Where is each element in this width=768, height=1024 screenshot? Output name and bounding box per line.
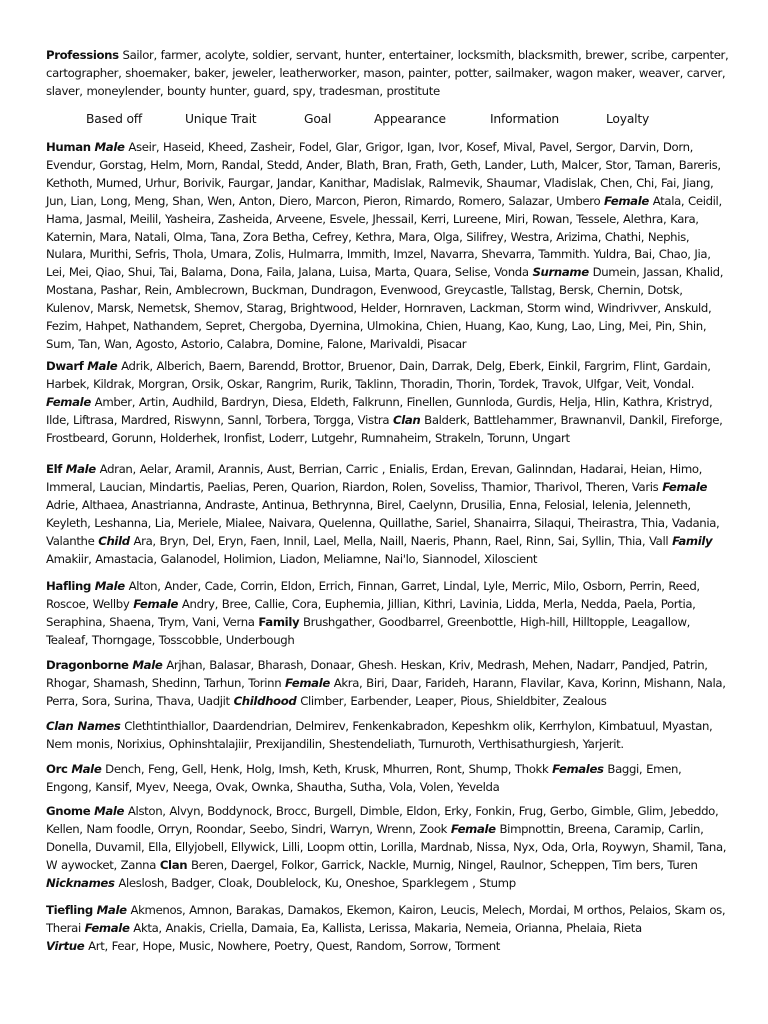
race-name: Human [46, 140, 91, 154]
gnome-section [46, 803, 730, 893]
male-names: Akmenos, Amnon, Barakas, Damakos, Ekemon, Kairon, Leucis, Melech, Mordai, M orthos, Pelaios, Skam os, Therai [46, 903, 726, 935]
female-names: Akta, Anakis, Criella, Damaia, Ea, Kallista, Lerissa, Makaria, Nemeia, Orianna, Phelaia, Rieta [129, 920, 642, 935]
orc-section [46, 761, 730, 797]
male-label: Male [65, 462, 96, 476]
header-goal: Goal [304, 112, 332, 126]
human-section [46, 139, 730, 354]
header-unique-trait: Unique Trait [185, 112, 257, 126]
female-label: Females [552, 762, 604, 776]
female-names: Andry, Bree, Callie, Cora, Euphemia, Jillian, Kithri, Lavinia, Lidda, Merla, Nedda, Paela, Portia, Seraphina, Shaena, Trym, Vani, Verna [46, 596, 696, 629]
female-label: Female [133, 596, 179, 611]
female-names: Bimpnottin, Breena, Caramip, Carlin, Donella, Duvamil, Ella, Ellyjobell, Ellywick, Lilli, Loopm ottin, Lorilla, Mardnab, Nissa, Nyx, Oda, Orla, Roywyn, Shamil, Tana, W aywocket, Zanna [46, 821, 727, 872]
dragonborn-clan-section [46, 718, 730, 754]
professions-label: Professions [46, 48, 119, 62]
header-information: Information [490, 112, 559, 126]
childhood-label: Childhood [233, 693, 297, 708]
male-names: Alton, Ander, Cade, Corrin, Eldon, Errich, Finnan, Garret, Lindal, Lyle, Merric, Milo, Osborn, Perrin, Reed, Roscoe, Wellby [46, 579, 700, 611]
male-names: Adran, Aelar, Aramil, Arannis, Aust, Berrian, Carric , Enialis, Erdan, Erevan, Galinndan, Hadarai, Heian, Himo, Immeral, Laucian, Mindartis, Paelias, Peren, Quarion, Riardon, Rolen, Soveliss, Thamior, Tharivol, Theren, Varis [46, 462, 703, 494]
female-names: Baggi, Emen, Engong, Kansif, Myev, Neega, Ovak, Ownka, Shautha, Sutha, Vola, Volen, Yevelda [46, 762, 682, 794]
elf-section [46, 461, 730, 568]
surnames: Dumein, Jassan, Khalid, Mostana, Pashar, Rein, Amblecrown, Buckman, Dundragon, Evenwood, Greycastle, Tallstag, Bersk, Chernin, Dotsk, Kulenov, Marsk, Nemetsk, Shemov, Starag, Brightwood, Helder, Hornraven, Lackman, Storm wind, Windrivver, Anskuld, Fezim, Hahpet, Nathandem, Sepret, Chergoba, Dyernina, Ulmokina, Chien, Huang, Kao, Kung, Lao, Ling, Mei, Pin, Shin, Sum, Tan, Wan, Agosto, Astorio, Calabra, Domine, Falone, Marivaldi, Pisacar [46, 265, 724, 351]
header-based-off: Based off [86, 112, 143, 126]
clan-label: Clan [159, 857, 188, 872]
clan-names-label: Clan Names [46, 719, 121, 733]
male-label: Male [94, 140, 125, 154]
race-name: Elf [46, 462, 63, 476]
surname-label: Surname [532, 265, 589, 280]
header-loyalty: Loyalty [606, 112, 650, 126]
female-label: Female [662, 479, 708, 494]
male-label: Male [71, 762, 102, 776]
professions-list: Sailor, farmer, acolyte, soldier, servant, hunter, entertainer, locksmith, blacksmith, brewer, scribe, carpenter, cartographer, shoemaker, baker, jeweler, leatherworker, mason, painter, potter, sailmaker, wagon maker, weaver, carver, slaver, moneylender, bounty hunter, guard, spy, tradesman, prostitute [46, 48, 729, 98]
male-label: Male [96, 903, 127, 917]
family-names: Brushgather, Goodbarrel, Greenbottle, High-hill, Hilltopple, Leagallow, Tealeaf, Thorngage, Tosscobble, Underbough [46, 614, 691, 647]
female-label: Female [450, 821, 496, 836]
dwarf-section [46, 358, 730, 448]
race-name: Hafling [46, 579, 92, 593]
clan-names: Clethtinthiallor, Daardendrian, Delmirev, Fenkenkabradon, Kepeshkm olik, Kerrhylon, Kimbatuul, Myastan, Nem monis, Norixius, Ophinshtalajiir, Prexijandilin, Shestendeliath, Turnuroth, Verthisathurgiesh, Yarjerit. [46, 719, 713, 751]
male-names: Aseir, Haseid, Kheed, Zasheir, Fodel, Glar, Grigor, Igan, Ivor, Kosef, Mival, Pavel, Sergor, Darvin, Dorn, Evendur, Gorstag, Helm, Morn, Randal, Stedd, Ander, Blath, Bran, Frath, Geth, Lander, Luth, Malcer, Stor, Taman, Bareris, Kethoth, Mumed, Urhur, Borivik, Faurgar, Jandar, Kanithar, Madislak, Ralmevik, Shaumar, Vladislak, Chen, Chi, Fai, Jiang, Jun, Lian, Long, Meng, Shan, Wen, Anton, Diero, Marcon, Pieron, Rimardo, Romero, Salazar, Umbero [46, 140, 721, 208]
clan-names: Beren, Daergel, Folkor, Garrick, Nackle, Murnig, Ningel, Raulnor, Scheppen, Tim bers, Turen [187, 857, 698, 872]
female-names: Adrie, Althaea, Anastrianna, Andraste, Antinua, Bethrynna, Birel, Caelynn, Drusilia, Enna, Felosial, Ielenia, Jelenneth, Keyleth, Leshanna, Lia, Meriele, Mialee, Naivara, Quelenna, Quillathe, Sariel, Shanairra, Silaqui, Theirastra, Thia, Vadania, Valanthe [46, 497, 720, 548]
race-name: Gnome [46, 804, 91, 818]
family-names: Amakiir, Amastacia, Galanodel, Holimion, Liadon, Meliamne, Nai'lo, Siannodel, Xiloscient [46, 551, 538, 566]
male-label: Male [87, 359, 118, 373]
female-names: Akra, Biri, Daar, Farideh, Harann, Flavilar, Kava, Korinn, Mishann, Nala, Perra, Sora, Surina, Thava, Uadjit [46, 675, 726, 708]
female-label: Female [285, 675, 330, 690]
race-name: Dragonborne [46, 658, 129, 672]
female-label: Female [604, 193, 649, 208]
halfling-section [46, 578, 730, 650]
male-label: Male [94, 804, 125, 818]
female-names: Amber, Artin, Audhild, Bardryn, Diesa, Eldeth, Falkrunn, Finellen, Gunnloda, Gurdis, Helja, Hlin, Kathra, Kristryd, Ilde, Liftrasa, Mardred, Riswynn, Sannl, Torbera, Torgga, Vistra [46, 394, 713, 427]
male-names: Arjhan, Balasar, Bharash, Donaar, Ghesh. Heskan, Kriv, Medrash, Mehen, Nadarr, Pandjed, Patrin, Rhogar, Shamash, Shedinn, Tarhun, Torinn [46, 658, 708, 690]
childhood-names: Climber, Earbender, Leaper, Pious, Shieldbiter, Zealous [296, 693, 607, 708]
male-names: Adrik, Alberich, Baern, Barendd, Brottor, Bruenor, Dain, Darrak, Delg, Eberk, Einkil, Fargrim, Flint, Gardain, Harbek, Kildrak, Morgran, Orsik, Oskar, Rangrim, Rurik, Taklinn, Thoradin, Thorin, Tordek, Travok, Ulfgar, Veit, Vondal. [46, 359, 711, 391]
nicknames: Aleslosh, Badger, Cloak, Doublelock, Ku, Oneshoe, Sparklegem , Stump [114, 875, 516, 890]
professions-section [46, 47, 730, 101]
clan-names: Balderk, Battlehammer, Brawnanvil, Dankil, Fireforge, Frostbeard, Gorunn, Holderhek, Ironfist, Loderr, Lutgehr, Rumnaheim, Strakeln, Torunn, Ungart [46, 412, 723, 445]
family-label: Family [672, 533, 713, 548]
clan-label: Clan [392, 412, 421, 427]
male-names: Alston, Alvyn, Boddynock, Brocc, Burgell, Dimble, Eldon, Erky, Fonkin, Frug, Gerbo, Gimble, Glim, Jebeddo, Kellen, Nam foodle, Orryn, Roondar, Seebo, Sindri, Warryn, Wrenn, Zook [46, 804, 719, 836]
column-headers [0, 112, 768, 130]
female-names: Atala, Ceidil, Hama, Jasmal, Meilil, Yasheira, Zasheida, Arveene, Esvele, Jhessail, Kerri, Lureene, Miri, Rowan, Tessele, Alethra, Kara, Katernin, Mara, Natali, Olma, Tana, Zora Betha, Cefrey, Kethra, Mara, Olga, Silifrey, Westra, Arizima, Chathi, Nephis, Nulara, Murithi, Sefris, Thola, Umara, Zolis, Hulmarra, Immith, Imzel, Navarra, Shevarra, Tammith. Yuldra, Bai, Chao, Jia, Lei, Mei, Qiao, Shui, Tai, Balama, Dona, Faila, Jalana, Luisa, Marta, Quara, Selise, Vonda [46, 193, 722, 280]
virtue-label: Virtue [46, 938, 85, 953]
virtue-names: Art, Fear, Hope, Music, Nowhere, Poetry, Quest, Random, Sorrow, Torment [84, 938, 500, 953]
race-name: Orc [46, 762, 68, 776]
child-names: Ara, Bryn, Del, Eryn, Faen, Innil, Lael, Mella, Naill, Naeris, Phann, Rael, Rinn, Sai, Syllin, Thia, Vall [129, 533, 669, 548]
female-label: Female [84, 920, 130, 935]
race-name: Tiefling [46, 903, 93, 917]
dragonborn-section [46, 657, 730, 711]
tiefling-section [46, 902, 730, 956]
male-label: Male [132, 658, 163, 672]
header-appearance: Appearance [374, 112, 446, 126]
race-name: Dwarf [46, 359, 84, 373]
male-names: Dench, Feng, Gell, Henk, Holg, Imsh, Keth, Krusk, Mhurren, Ront, Shump, Thokk [101, 762, 549, 776]
nicknames-label: Nicknames [46, 875, 115, 890]
child-label: Child [98, 533, 130, 548]
male-label: Male [94, 579, 125, 593]
female-label: Female [46, 394, 91, 409]
family-label: Family [258, 614, 300, 629]
